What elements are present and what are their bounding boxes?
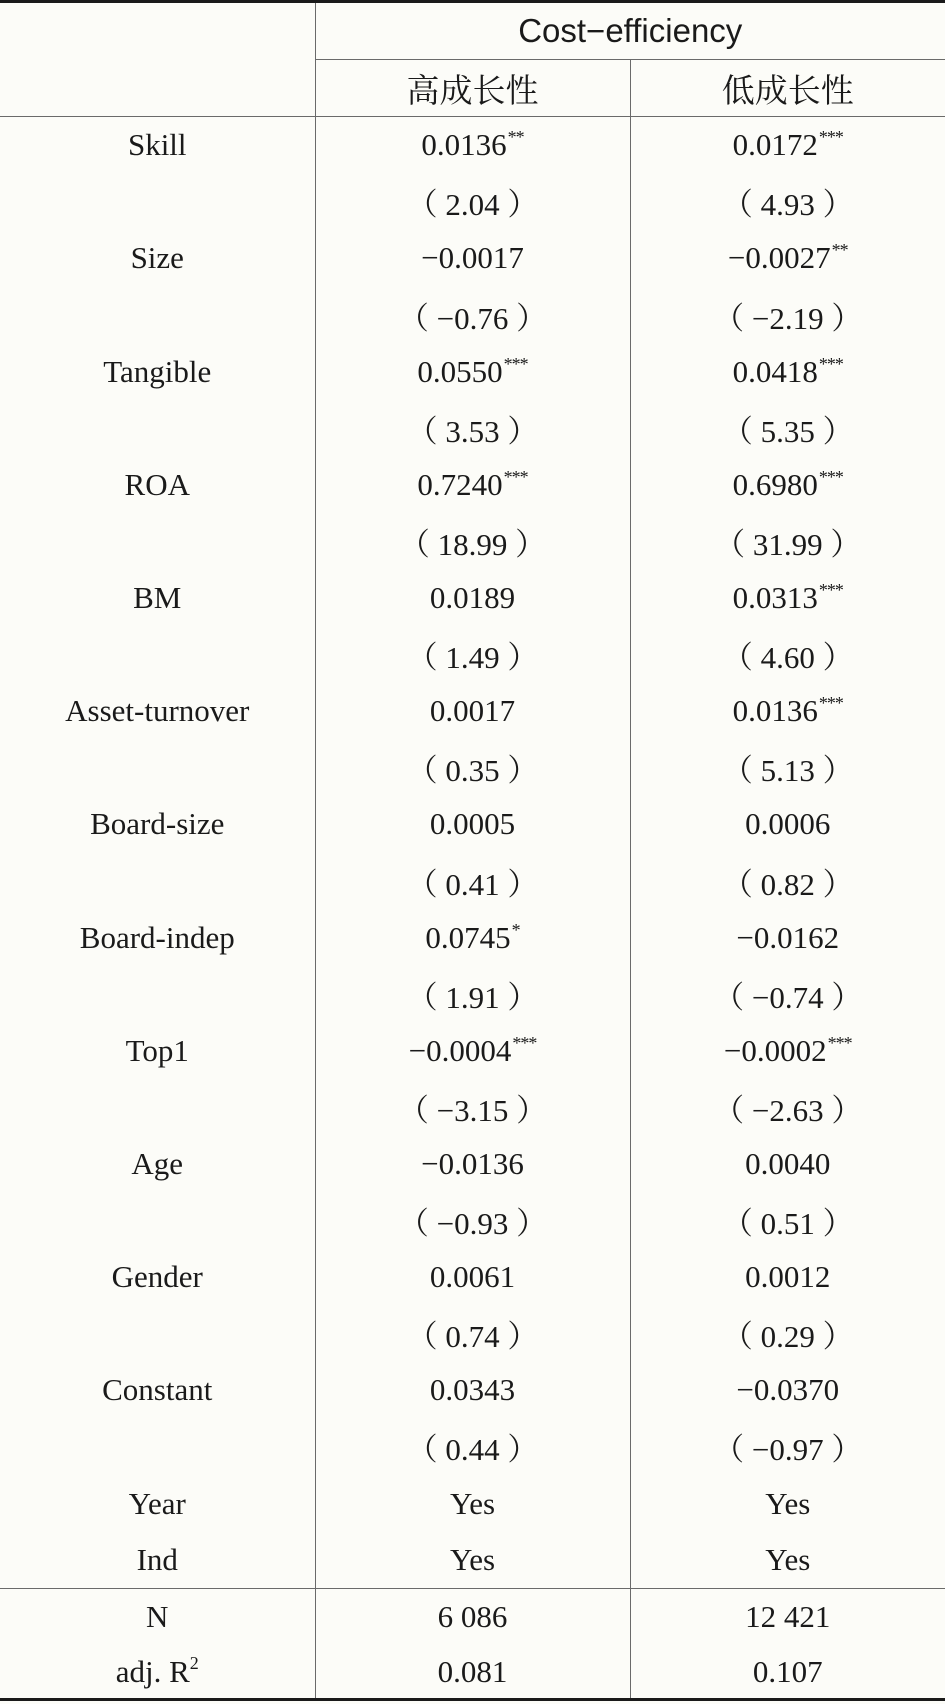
table-row [0, 230, 945, 287]
row-label: Skill [127, 127, 187, 163]
table-row [0, 1362, 945, 1419]
row-label [0, 1419, 315, 1476]
table-row [0, 1419, 945, 1476]
cell-value: 0.0017 [429, 693, 516, 729]
cell-high-growth [315, 1305, 630, 1362]
cell-value: （ 31.99 ） [714, 526, 862, 562]
row-label: Top1 [125, 1032, 189, 1068]
cell-value: 0.0040 [745, 1145, 831, 1181]
cell-high-growth [315, 513, 630, 570]
cell-low-growth [630, 1419, 945, 1476]
cell-value: （ 1.91 ） [406, 979, 539, 1015]
cell-value: （ 0.35 ） [406, 753, 539, 789]
cell-value: −0.0370 [736, 1372, 840, 1408]
cell-value: Yes [765, 1485, 811, 1521]
cell-value: 0.0136 [421, 127, 507, 163]
table-row [0, 1249, 945, 1306]
cell-value: 0.0012 [745, 1259, 831, 1295]
table-row [0, 343, 945, 400]
row-label [0, 1192, 315, 1249]
cell-high-growth [315, 117, 630, 174]
table-header [0, 2, 945, 117]
cell-low-growth [630, 513, 945, 570]
cell-value: （ 3.53 ） [406, 413, 539, 449]
cell-high-growth [315, 1475, 630, 1532]
cell-low-growth [630, 1192, 945, 1249]
cell-high-growth [315, 909, 630, 966]
cell-value: −0.0002 [723, 1032, 827, 1068]
cell-value: （ 0.44 ） [406, 1432, 539, 1468]
cell-high-growth [315, 570, 630, 627]
table-row [0, 174, 945, 231]
cell-low-growth: 0.107 [630, 1645, 945, 1700]
significance-stars: *** [827, 1032, 852, 1053]
cell-value: 0.0172 [732, 127, 818, 163]
table-row [0, 1023, 945, 1080]
cell-value: （ 0.74 ） [406, 1319, 539, 1355]
row-label: Age [131, 1145, 184, 1181]
cell-value: 0.0745 [425, 919, 511, 955]
cell-value: （ 5.35 ） [721, 413, 854, 449]
table-row [0, 1192, 945, 1249]
cell-value: （ −0.76 ） [397, 300, 548, 336]
cell-low-growth [630, 400, 945, 457]
cell-value: （ −3.15 ） [397, 1092, 548, 1128]
row-label [0, 966, 315, 1023]
row-label: Board-size [90, 806, 225, 842]
cell-value: （ −2.19 ） [713, 300, 863, 336]
row-label: N [0, 1589, 315, 1646]
row-label [0, 174, 315, 231]
header-stub-2 [0, 60, 315, 117]
cell-value: 0.0550 [417, 353, 503, 389]
cell-high-growth [315, 626, 630, 683]
cell-low-growth [630, 287, 945, 344]
table-row [0, 909, 945, 966]
row-label: Board-indep [79, 919, 235, 955]
table-row [0, 570, 945, 627]
header-stub [0, 2, 315, 60]
table-footer [0, 1589, 945, 1700]
cell-high-growth [315, 966, 630, 1023]
table-row [0, 1079, 945, 1136]
cell-value: 0.6980 [732, 466, 818, 502]
cell-value: （ −2.63 ） [713, 1092, 863, 1128]
cell-value: （ 5.13 ） [721, 753, 854, 789]
row-label: Asset-turnover [65, 693, 250, 729]
table-row [0, 1532, 945, 1589]
stats-row-n [0, 1589, 945, 1646]
row-label: Gender [111, 1259, 203, 1295]
cell-value: −0.0004 [408, 1032, 512, 1068]
table-row [0, 117, 945, 174]
column-header-high-growth: 高成长性 [315, 60, 630, 117]
cell-low-growth [630, 570, 945, 627]
cell-high-growth [315, 853, 630, 910]
cell-value: （ −0.93 ） [397, 1206, 548, 1242]
cell-low-growth [630, 853, 945, 910]
significance-stars: *** [818, 353, 843, 374]
cell-value: （ −0.97 ） [713, 1432, 863, 1468]
cell-high-growth [315, 1079, 630, 1136]
significance-stars: *** [818, 580, 843, 601]
significance-stars: ** [507, 127, 524, 148]
cell-high-growth [315, 457, 630, 514]
cell-value: （ 0.29 ） [721, 1319, 854, 1355]
cell-value: （ 1.49 ） [406, 640, 539, 676]
table-row [0, 683, 945, 740]
cell-high-growth [315, 287, 630, 344]
cell-low-growth [630, 1362, 945, 1419]
cell-value: 0.0189 [429, 580, 516, 616]
cell-high-growth: 0.081 [315, 1645, 630, 1700]
cell-low-growth [630, 1079, 945, 1136]
cell-high-growth [315, 1532, 630, 1589]
table-body [0, 117, 945, 1589]
cell-value: （ 4.93 ） [721, 187, 854, 223]
row-label: BM [133, 580, 182, 616]
cell-value: （ 0.51 ） [721, 1206, 854, 1242]
cell-value: Yes [765, 1542, 811, 1578]
cell-low-growth [630, 457, 945, 514]
cell-value: （ 18.99 ） [398, 526, 547, 562]
row-label: Constant [102, 1372, 213, 1408]
stats-row-adj-r2 [0, 1645, 945, 1700]
significance-stars: * [511, 919, 520, 940]
cell-value: （ 4.60 ） [721, 640, 854, 676]
cell-value: 0.0313 [732, 580, 818, 616]
significance-stars: ** [831, 240, 848, 261]
table-row [0, 796, 945, 853]
significance-stars: *** [818, 127, 843, 148]
cell-high-growth [315, 796, 630, 853]
cell-low-growth [630, 1305, 945, 1362]
table-row [0, 853, 945, 910]
cell-value: （ −0.74 ） [713, 979, 863, 1015]
cell-value: −0.0162 [736, 919, 840, 955]
cell-value: Yes [449, 1485, 496, 1521]
table-row [0, 740, 945, 797]
cell-low-growth [630, 1249, 945, 1306]
row-label: ROA [124, 466, 190, 502]
cell-low-growth [630, 683, 945, 740]
cell-low-growth [630, 1532, 945, 1589]
cell-low-growth [630, 909, 945, 966]
row-label [0, 853, 315, 910]
table-row [0, 457, 945, 514]
significance-stars: *** [818, 466, 843, 487]
significance-stars: *** [512, 1032, 537, 1053]
dependent-variable-header: Cost−efficiency [315, 2, 945, 60]
row-label [0, 1305, 315, 1362]
table-row [0, 1136, 945, 1193]
table-row [0, 400, 945, 457]
cell-value: Yes [449, 1542, 496, 1578]
cell-value: 0.7240 [417, 466, 503, 502]
cell-value: 0.0006 [745, 806, 831, 842]
table-row [0, 966, 945, 1023]
cell-value: 0.0061 [429, 1259, 516, 1295]
cell-high-growth [315, 174, 630, 231]
cell-low-growth [630, 230, 945, 287]
row-label: Year [128, 1485, 186, 1521]
cell-value: 0.0418 [732, 353, 818, 389]
cell-value: （ 0.41 ） [406, 866, 539, 902]
cell-low-growth [630, 1023, 945, 1080]
table-row [0, 1305, 945, 1362]
cell-low-growth [630, 117, 945, 174]
cell-high-growth [315, 1362, 630, 1419]
table-row [0, 626, 945, 683]
row-label: Size [130, 240, 184, 276]
adj-r2-label: adj. R [115, 1654, 190, 1690]
cell-value: 0.0343 [429, 1372, 516, 1408]
row-label [0, 400, 315, 457]
table-row [0, 1475, 945, 1532]
significance-stars: *** [503, 466, 528, 487]
cell-value: 0.0136 [732, 693, 818, 729]
column-header-low-growth: 低成长性 [630, 60, 945, 117]
row-label [0, 1645, 315, 1700]
cell-value: −0.0017 [421, 240, 524, 276]
significance-stars: *** [503, 353, 528, 374]
cell-high-growth [315, 1023, 630, 1080]
adj-r2-superscript: 2 [189, 1653, 199, 1674]
cell-high-growth [315, 400, 630, 457]
row-label: Tangible [103, 353, 212, 389]
cell-value: （ 0.82 ） [721, 866, 854, 902]
cell-high-growth [315, 683, 630, 740]
table-row [0, 287, 945, 344]
cell-low-growth [630, 1475, 945, 1532]
cell-value: −0.0136 [421, 1145, 524, 1181]
table-row [0, 513, 945, 570]
significance-stars: *** [818, 693, 843, 714]
cell-low-growth [630, 626, 945, 683]
cell-low-growth [630, 740, 945, 797]
cell-low-growth [630, 1136, 945, 1193]
cell-high-growth [315, 1419, 630, 1476]
cell-low-growth [630, 343, 945, 400]
cell-value: （ 2.04 ） [406, 187, 539, 223]
cell-high-growth: 6 086 [315, 1589, 630, 1646]
row-label [0, 513, 315, 570]
row-label [0, 1079, 315, 1136]
cell-low-growth [630, 966, 945, 1023]
cell-high-growth [315, 740, 630, 797]
cell-high-growth [315, 1249, 630, 1306]
row-label [0, 287, 315, 344]
cell-low-growth [630, 174, 945, 231]
cell-high-growth [315, 230, 630, 287]
row-label: Ind [136, 1542, 178, 1578]
row-label [0, 626, 315, 683]
cell-high-growth [315, 343, 630, 400]
cell-low-growth [630, 796, 945, 853]
cell-high-growth [315, 1192, 630, 1249]
row-label [0, 740, 315, 797]
cell-high-growth [315, 1136, 630, 1193]
cell-value: −0.0027 [727, 240, 831, 276]
cell-low-growth: 12 421 [630, 1589, 945, 1646]
cell-value: 0.0005 [429, 806, 516, 842]
